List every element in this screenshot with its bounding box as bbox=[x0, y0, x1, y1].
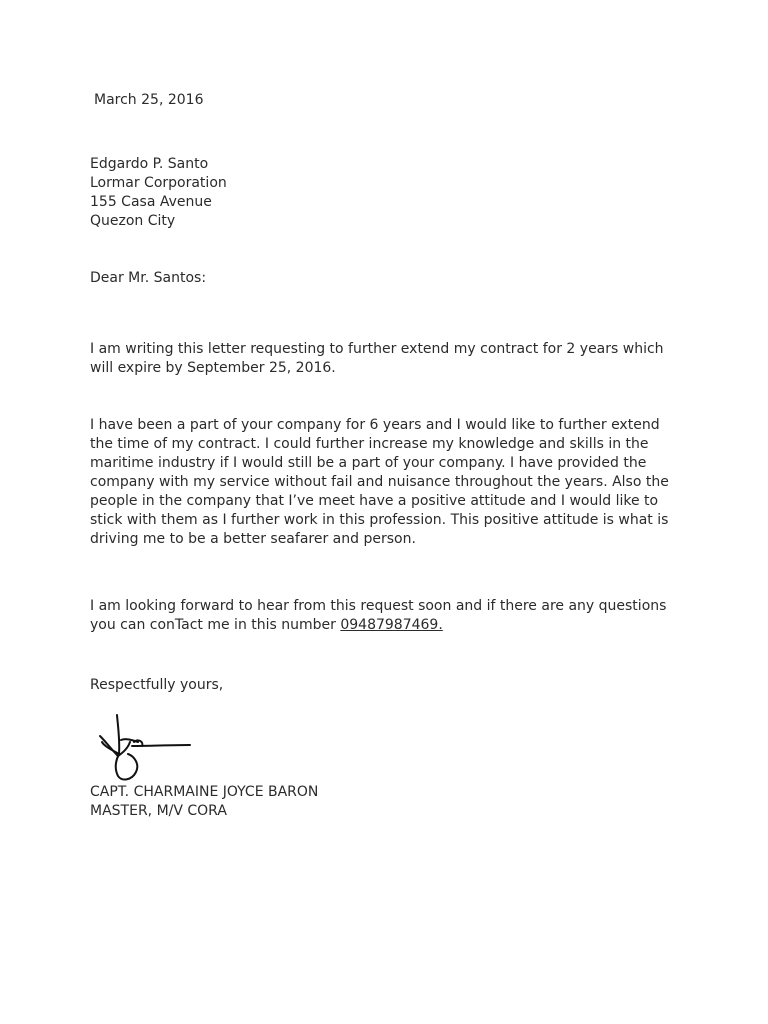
recipient-name: Edgardo P. Santo bbox=[90, 156, 209, 172]
recipient-address bbox=[90, 155, 680, 231]
signature-block bbox=[90, 783, 680, 821]
recipient-company: Lormar Corporation bbox=[90, 175, 227, 191]
recipient-city: Quezon City bbox=[90, 213, 176, 229]
phone-number: 09487987469. bbox=[340, 617, 443, 633]
recipient-street: 155 Casa Avenue bbox=[90, 194, 212, 210]
paragraph-3-text: I am looking forward to hear from this request soon and if there are any questions you can conTact me in this number bbox=[90, 598, 667, 633]
letter-date: March 25, 2016 bbox=[94, 92, 204, 108]
body-paragraph-3 bbox=[90, 597, 680, 635]
body-paragraph-2: I have been a part of your company for 6 years and I would like to further extend the time of my contract. I could further increase my knowledge and skills in the maritime industry if I would still be a part of your company. I have provided the company with my service without fail and nuisance throughout the years. Also the people in the company that I’ve meet have a positive attitude and I would like to stick with them as I further work in this profession. This positive attitude is what is driving me to be a better seafarer and person. bbox=[90, 417, 669, 547]
body-paragraph-1: I am writing this letter requesting to further extend my contract for 2 years which will expire by September 25, 2016. bbox=[90, 341, 664, 376]
closing: Respectfully yours, bbox=[90, 677, 224, 693]
handwritten-signature bbox=[90, 712, 208, 782]
signer-title: MASTER, M/V CORA bbox=[90, 803, 227, 819]
salutation: Dear Mr. Santos: bbox=[90, 270, 207, 286]
signer-name: CAPT. CHARMAINE JOYCE BARON bbox=[90, 784, 319, 800]
